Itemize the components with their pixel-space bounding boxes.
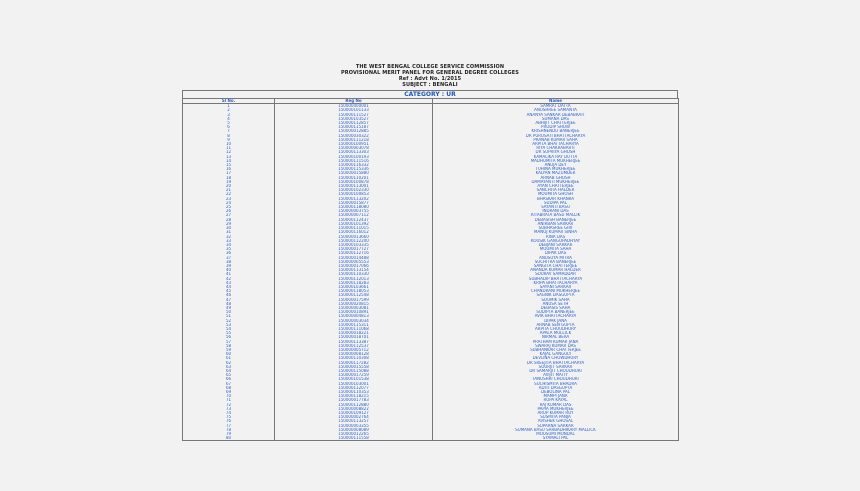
cell-name: BHASKAR KHANRA	[433, 197, 679, 201]
cell-sl-no: 75	[183, 415, 275, 419]
cell-sl-no: 11	[183, 146, 275, 150]
column-header-name: Name	[433, 99, 679, 104]
cell-name: SANCHITA HALDER	[433, 188, 679, 192]
cell-name: SUMANA DAS	[433, 117, 679, 121]
cell-reg-no: 150000111068	[275, 327, 433, 331]
cell-reg-no: 150000014488	[275, 256, 433, 260]
cell-reg-no: 150000008089	[275, 428, 433, 432]
cell-name: DEBOLINA PAL	[433, 390, 679, 394]
cell-name: ANANYA SANKAR DEBABRATI	[433, 113, 679, 117]
cell-reg-no: 150000101133	[275, 108, 433, 112]
cell-reg-no: 150000111527	[275, 113, 433, 117]
cell-reg-no: 150000101392	[275, 222, 433, 226]
cell-name: SUSMITA PANJA	[433, 415, 679, 419]
cell-reg-no: 150000112077	[275, 386, 433, 390]
cell-sl-no: 22	[183, 192, 275, 196]
cell-name: SOUMIK SAHA	[433, 298, 679, 302]
cell-name: SUCHISMITA BHADRA	[433, 382, 679, 386]
cell-reg-no: 150000007112	[275, 213, 433, 217]
cell-reg-no: 150000113257	[275, 419, 433, 423]
cell-reg-no: 150000111516	[275, 159, 433, 163]
cell-reg-no: 150000015877	[275, 201, 433, 205]
cell-sl-no: 53	[183, 323, 275, 327]
cell-sl-no: 32	[183, 235, 275, 239]
cell-reg-no: 150000017599	[275, 298, 433, 302]
cell-sl-no: 29	[183, 222, 275, 226]
cell-sl-no: 26	[183, 209, 275, 213]
cell-name: SUPARNA SARKAR	[433, 424, 679, 428]
cell-sl-no: 23	[183, 197, 275, 201]
cell-name: APALA MULLICK	[433, 331, 679, 335]
cell-reg-no: 150000017066	[275, 264, 433, 268]
cell-sl-no: 80	[183, 436, 275, 441]
cell-sl-no: 45	[183, 289, 275, 293]
cell-sl-no: 50	[183, 310, 275, 314]
cell-name: TUHINA MUKHERJEE	[433, 167, 679, 171]
header-line-2: PROVISIONAL MERIT PANEL FOR GENERAL DEGREE COLLEGES	[341, 70, 519, 76]
cell-reg-no: 150000112437	[275, 218, 433, 222]
cell-reg-no: 150000113154	[275, 268, 433, 272]
cell-name: DEBASISH BANERJEE	[433, 218, 679, 222]
cell-sl-no: 71	[183, 398, 275, 402]
cell-reg-no: 150000109127	[275, 411, 433, 415]
cell-sl-no: 62	[183, 361, 275, 365]
cell-name: ANANDA KUMAR HALDER	[433, 268, 679, 272]
cell-sl-no: 25	[183, 205, 275, 209]
cell-name: SANGITA CHATTERJEE	[433, 264, 679, 268]
cell-sl-no: 59	[183, 348, 275, 352]
merit-table	[182, 98, 679, 441]
cell-name: RITABRATA BASU MALLIK	[433, 213, 679, 217]
cell-name: RINA DAS	[433, 235, 679, 239]
cell-sl-no: 4	[183, 117, 275, 121]
cell-name: SOURJIT SARKAR	[433, 365, 679, 369]
cell-sl-no: 76	[183, 419, 275, 423]
cell-reg-no: 150000013660	[275, 235, 433, 239]
cell-name: AVISHEK GHOSAL	[433, 419, 679, 423]
cell-reg-no: 150000118215	[275, 394, 433, 398]
cell-reg-no: 150000002764	[275, 415, 433, 419]
merit-list-page	[182, 64, 678, 441]
cell-sl-no: 49	[183, 306, 275, 310]
cell-reg-no: 150000400001	[275, 104, 433, 109]
cell-name: KRISHNENDU BANERJEE	[433, 129, 679, 133]
cell-reg-no: 150000103335	[275, 243, 433, 247]
cell-reg-no: 150000113202	[275, 197, 433, 201]
cell-name: ANUJA DEY	[433, 163, 679, 167]
cell-reg-no: 150000003755	[275, 209, 433, 213]
cell-reg-no: 150000112880	[275, 403, 433, 407]
column-header-sl-no: Sl No.	[183, 99, 275, 104]
cell-sl-no: 12	[183, 150, 275, 154]
cell-name: INDRANI DAS	[433, 209, 679, 213]
cell-reg-no: 150000113001	[275, 184, 433, 188]
column-header-reg-no: Reg No	[275, 99, 433, 104]
cell-reg-no: 150000103527	[275, 117, 433, 121]
cell-reg-no: 150000015880	[275, 171, 433, 175]
cell-sl-no: 63	[183, 365, 275, 369]
cell-name: RUPA KAYAL	[433, 398, 679, 402]
cell-sl-no: 55	[183, 331, 275, 335]
cell-name: PAPIA MUKHERJEE	[433, 407, 679, 411]
cell-reg-no: 150000115088	[275, 369, 433, 373]
cell-sl-no: 46	[183, 293, 275, 297]
table-row	[183, 436, 679, 441]
cell-sl-no: 48	[183, 302, 275, 306]
cell-sl-no: 42	[183, 277, 275, 281]
cell-name: DAMAYANTI MUKHERJEE	[433, 180, 679, 184]
cell-sl-no: 44	[183, 285, 275, 289]
cell-name: NIRMAL BERA	[433, 335, 679, 339]
cell-name: ADITI DASGUPTA	[433, 386, 679, 390]
cell-name: ANUSHREE SAMANTA	[433, 108, 679, 112]
cell-name: SUDIPA PAL	[433, 201, 679, 205]
cell-sl-no: 27	[183, 213, 275, 217]
cell-reg-no: 150000004813	[275, 314, 433, 318]
cell-name: DIPAK JANA	[433, 319, 679, 323]
cell-reg-no: 150000003034	[275, 319, 433, 323]
cell-reg-no: 150000100878	[275, 180, 433, 184]
cell-sl-no: 74	[183, 411, 275, 415]
cell-sl-no: 28	[183, 218, 275, 222]
cell-name: KAJAL GANGULY	[433, 352, 679, 356]
cell-sl-no: 30	[183, 226, 275, 230]
cell-sl-no: 31	[183, 230, 275, 234]
cell-name: DR SUPRIYA GHOSH	[433, 150, 679, 154]
cell-reg-no: 150000115311	[275, 323, 433, 327]
cell-reg-no: 150000005712	[275, 348, 433, 352]
cell-name: DIPAK DAS	[433, 251, 679, 255]
cell-reg-no: 150000113387	[275, 340, 433, 344]
cell-name: ARNAB GHOSH	[433, 176, 679, 180]
cell-reg-no: 150000118053	[275, 289, 433, 293]
cell-name: MANOJ KUMAR SINHA	[433, 230, 679, 234]
cell-sl-no: 73	[183, 407, 275, 411]
cell-sl-no: 21	[183, 188, 275, 192]
cell-reg-no: 150000018221	[275, 331, 433, 335]
cell-name: SUMANA BASU SARBADHIKARY MALLICK	[433, 428, 679, 432]
cell-reg-no: 150000103001	[275, 382, 433, 386]
cell-reg-no: 150000012885	[275, 129, 433, 133]
category-title: CATEGORY : UR	[182, 90, 678, 98]
cell-sl-no: 43	[183, 281, 275, 285]
cell-name: DR PURUSATI BHATTACHARYA	[433, 134, 679, 138]
cell-sl-no: 16	[183, 167, 275, 171]
cell-sl-no: 38	[183, 260, 275, 264]
cell-sl-no: 13	[183, 155, 275, 159]
cell-sl-no: 36	[183, 251, 275, 255]
cell-sl-no: 70	[183, 394, 275, 398]
cell-reg-no: 150000010891	[275, 310, 433, 314]
cell-sl-no: 15	[183, 163, 275, 167]
cell-name: MOUMITA SAHA	[433, 247, 679, 251]
cell-sl-no: 34	[183, 243, 275, 247]
cell-reg-no: 150000018701	[275, 335, 433, 339]
cell-name: KRIPA BHATTACHARYA	[433, 281, 679, 285]
cell-reg-no: 150000008128	[275, 352, 433, 356]
cell-name: ANUSUYA MITRA	[433, 256, 679, 260]
cell-name: MOUMITA GHOSH	[433, 192, 679, 196]
cell-reg-no: 150000111558	[275, 436, 433, 441]
cell-reg-no: 150000118080	[275, 205, 433, 209]
cell-name: MOUSUMI MONDAL	[433, 432, 679, 436]
cell-reg-no: 150000112013	[275, 277, 433, 281]
cell-name: SAYANTI BASU	[433, 205, 679, 209]
cell-reg-no: 150000112537	[275, 344, 433, 348]
cell-sl-no: 17	[183, 171, 275, 175]
cell-sl-no: 8	[183, 134, 275, 138]
cell-sl-no: 47	[183, 298, 275, 302]
cell-sl-no: 60	[183, 352, 275, 356]
cell-name: PRANAB KUMAR SAHA	[433, 138, 679, 142]
cell-sl-no: 66	[183, 377, 275, 381]
cell-name: SWARAJ KUMAR DAS	[433, 344, 679, 348]
cell-sl-no: 54	[183, 327, 275, 331]
cell-name: PRATHAM KUMAR JANA	[433, 340, 679, 344]
cell-name: SUBHANKAR CHATTERJEE	[433, 348, 679, 352]
cell-reg-no: 150000017727	[275, 247, 433, 251]
cell-sl-no: 18	[183, 176, 275, 180]
cell-name: RIYA CHAKRABARTI	[433, 146, 679, 150]
cell-sl-no: 72	[183, 403, 275, 407]
cell-sl-no: 65	[183, 373, 275, 377]
cell-sl-no: 67	[183, 382, 275, 386]
cell-sl-no: 52	[183, 319, 275, 323]
cell-name: ANIRBAN SARKAR	[433, 222, 679, 226]
cell-reg-no: 150000117282	[275, 361, 433, 365]
cell-reg-no: 150000110353	[275, 390, 433, 394]
cell-name: DEBJANI SARKAR	[433, 243, 679, 247]
cell-name: ARNAB SEN GUPTA	[433, 323, 679, 327]
table-body	[183, 104, 679, 441]
cell-reg-no: 150000015558	[275, 365, 433, 369]
cell-reg-no: 150000115187	[275, 125, 433, 129]
cell-reg-no: 150000017783	[275, 398, 433, 402]
cell-reg-no: 150000017259	[275, 373, 433, 377]
cell-reg-no: 150000112200	[275, 239, 433, 243]
cell-name: ARUP KUMAR ROY	[433, 411, 679, 415]
cell-name: SUBHASREE GIRI	[433, 226, 679, 230]
cell-sl-no: 61	[183, 356, 275, 360]
cell-reg-no: 150000100853	[275, 192, 433, 196]
cell-reg-no: 150000111218	[275, 138, 433, 142]
cell-reg-no: 150000003355	[275, 424, 433, 428]
cell-sl-no: 78	[183, 428, 275, 432]
header-line-3: Ref : Advt No. 1/2015	[398, 76, 462, 82]
cell-sl-no: 2	[183, 108, 275, 112]
cell-name: ARPITA BHATTACHARYA	[433, 142, 679, 146]
cell-sl-no: 58	[183, 344, 275, 348]
cell-sl-no: 40	[183, 268, 275, 272]
cell-sl-no: 51	[183, 314, 275, 318]
cell-reg-no: 150000101538	[275, 377, 433, 381]
cell-reg-no: 150000012265	[275, 432, 433, 436]
cell-sl-no: 20	[183, 184, 275, 188]
cell-name: DEBASIS SAHA	[433, 306, 679, 310]
cell-name: DEVLINA CHOWDHURY	[433, 356, 679, 360]
cell-reg-no: 150000113303	[275, 150, 433, 154]
header-line-4: SUBJECT : BENGALI	[402, 82, 458, 88]
cell-reg-no: 150000003081	[275, 306, 433, 310]
cell-sl-no: 24	[183, 201, 275, 205]
cell-reg-no: 150000103661	[275, 285, 433, 289]
cell-reg-no: 150000110330	[275, 272, 433, 276]
cell-name: SAYANI SARKAR	[433, 285, 679, 289]
cell-name: SAMRAT DATTA	[433, 104, 679, 109]
cell-sl-no: 64	[183, 369, 275, 373]
cell-sl-no: 9	[183, 138, 275, 142]
cell-reg-no: 150000115336	[275, 167, 433, 171]
cell-reg-no: 150000112548	[275, 293, 433, 297]
cell-name: RAJ KUMAR DAS	[433, 403, 679, 407]
cell-sl-no: 56	[183, 335, 275, 339]
cell-name: ARPITA CHOUDHURY	[433, 327, 679, 331]
cell-reg-no: 150000100193	[275, 155, 433, 159]
cell-name: DR SAMARJIT CHOUDHURI	[433, 369, 679, 373]
cell-sl-no: 7	[183, 129, 275, 133]
cell-sl-no: 6	[183, 125, 275, 129]
cell-sl-no: 1	[183, 104, 275, 109]
cell-reg-no: 150000003078	[275, 146, 433, 150]
cell-name: ABHIJIT CHATTERJEE	[433, 121, 679, 125]
cell-name: PRODIP SHOW	[433, 125, 679, 129]
cell-name: KOUSIK GANGOPADHYAY	[433, 239, 679, 243]
cell-sl-no: 14	[183, 159, 275, 163]
cell-name: KALYAN MAZUMDER	[433, 171, 679, 175]
header-line-1: THE WEST BENGAL COLLEGE SERVICE COMMISSION	[355, 64, 505, 70]
cell-reg-no: 150000118283	[275, 281, 433, 285]
cell-reg-no: 150000112857	[275, 121, 433, 125]
cell-name: AVIK BHATTACHARYA	[433, 314, 679, 318]
cell-reg-no: 150000102330	[275, 188, 433, 192]
cell-sl-no: 57	[183, 340, 275, 344]
cell-reg-no: 150000116332	[275, 163, 433, 167]
cell-sl-no: 79	[183, 432, 275, 436]
cell-name: KAMALIKA RAY DUTTA	[433, 155, 679, 159]
cell-name: ANUSA SETH	[433, 302, 679, 306]
cell-sl-no: 10	[183, 142, 275, 146]
cell-sl-no: 33	[183, 239, 275, 243]
cell-reg-no: 150000116012	[275, 230, 433, 234]
cell-reg-no: 150000020815	[275, 302, 433, 306]
cell-name: SAGNIK DASGUPTA	[433, 293, 679, 297]
cell-reg-no: 150000008822	[275, 407, 433, 411]
cell-reg-no: 150000005553	[275, 260, 433, 264]
cell-sl-no: 68	[183, 386, 275, 390]
cell-name: SUCHITRA BANERJEE	[433, 260, 679, 264]
cell-sl-no: 41	[183, 272, 275, 276]
cell-name: SOURAV SAMADDAR	[433, 272, 679, 276]
cell-sl-no: 19	[183, 180, 275, 184]
cell-name: SUDIPTA BANERJEE	[433, 310, 679, 314]
cell-sl-no: 3	[183, 113, 275, 117]
cell-reg-no: 150000111015	[275, 226, 433, 230]
cell-name: DR SREEJITA BHATTACHARYA	[433, 361, 679, 365]
cell-name: AYAN CHATTERJEE	[433, 184, 679, 188]
cell-reg-no: 150000030322	[275, 134, 433, 138]
cell-name: CHANDRANI MUKHERJEE	[433, 289, 679, 293]
cell-name: SUBHADIP BHATTACHARYA	[433, 277, 679, 281]
cell-name: MADHUMITA MUKHERJEE	[433, 159, 679, 163]
cell-sl-no: 39	[183, 264, 275, 268]
cell-name: AVIJIT MAITY	[433, 373, 679, 377]
cell-sl-no: 35	[183, 247, 275, 251]
cell-reg-no: 150000110201	[275, 176, 433, 180]
cell-name: MAMPI JANA	[433, 394, 679, 398]
cell-sl-no: 69	[183, 390, 275, 394]
cell-name: SYAMALI PAL	[433, 436, 679, 441]
cell-sl-no: 77	[183, 424, 275, 428]
cell-sl-no: 5	[183, 121, 275, 125]
cell-reg-no: 150000100951	[275, 142, 433, 146]
cell-sl-no: 37	[183, 256, 275, 260]
cell-name: TANUSHRI CHOUDHURI	[433, 377, 679, 381]
cell-reg-no: 150000112716	[275, 251, 433, 255]
cell-reg-no: 150000110308	[275, 356, 433, 360]
